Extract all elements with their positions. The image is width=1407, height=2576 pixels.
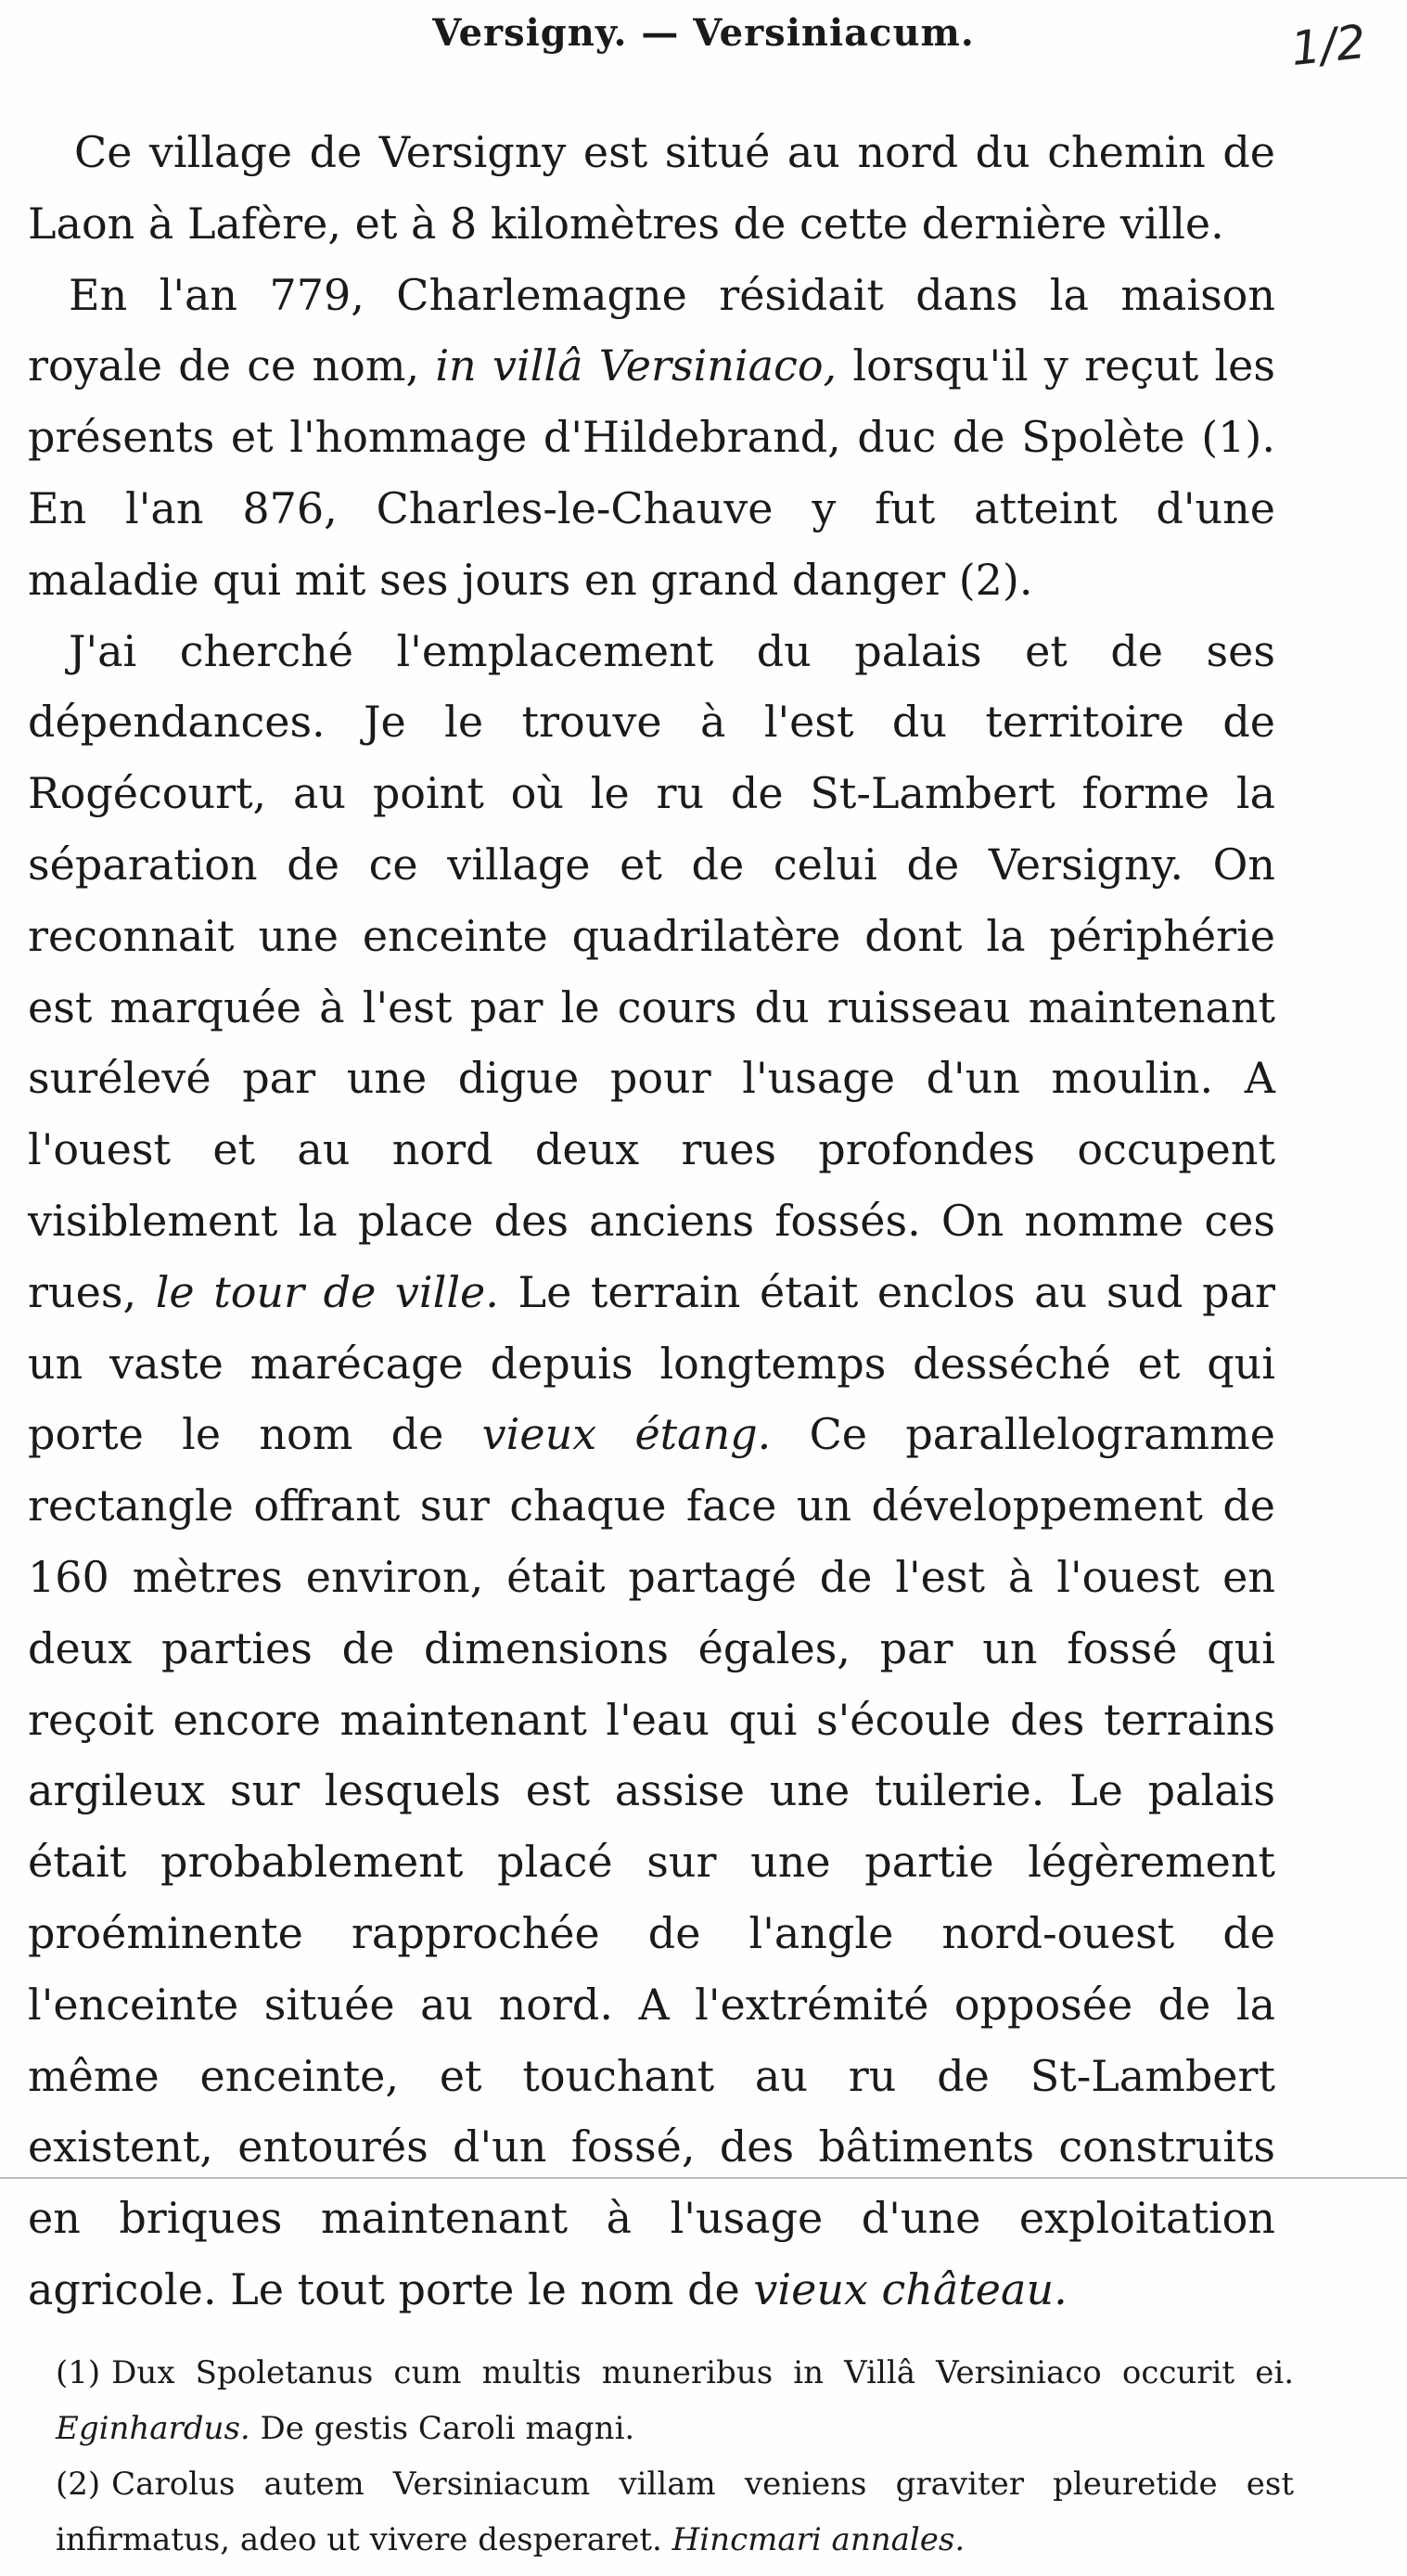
paragraph: [28, 117, 1275, 260]
paragraph: [28, 616, 1275, 2326]
footnote: [56, 2456, 1294, 2568]
text-segment: Ce village de Versigny est situé au nord du chemin de Laon à Lafère, et à 8 kilomètres de cette dernière ville.: [28, 127, 1275, 249]
footnote-divider: [0, 2177, 1407, 2179]
footnote: [56, 2345, 1294, 2456]
handwritten-page-mark: 1/2: [1288, 14, 1369, 77]
footnote-text: Carolus autem Versiniacum villam veniens graviter pleuretide est infirmatus, adeo ut vivere desperaret.: [56, 2466, 1294, 2558]
footnotes: [56, 2345, 1294, 2568]
footnote-marker: (2): [56, 2466, 101, 2503]
text-segment: En l'an 779, Charlemagne résidait dans la maison royale de ce nom,: [28, 269, 1275, 391]
text-segment: lorsqu'il y reçut les présents et l'hommage d'Hildebrand, duc de Spolète (1). En l'an 876, Charles-le-Chauve y fut atteint d'une maladie qui mit ses jours en grand danger (2).: [28, 340, 1276, 605]
text-segment: Le terrain était enclos au sud par un vaste marécage depuis longtemps desséché et qui porte le nom de: [28, 1266, 1275, 1460]
text-segment: Ce parallelogramme rectangle offrant sur chaque face un développement de 160 mètres environ, était partagé de l'est à l'ouest en deux parties de dimensions égales, par un fossé qui reçoit encore maintenant l'eau qui s'écoule des terrains argileux sur lesquels est assise une tuilerie. Le palais était probablement placé sur une partie légèrement proéminente rapprochée de l'angle nord-ouest de l'enceinte située au nord. A l'extrémité opposée de la même enceinte, et touchant au ru de St-Lambert existent, entourés d'un fossé, des bâtiments construits en briques maintenant à l'usage d'une exploitation agricole. Le tout porte le nom de: [28, 1409, 1275, 2314]
footnote-marker: (1): [56, 2354, 101, 2391]
footnote-text: Dux Spoletanus cum multis muneribus in Villâ Versiniaco occurit ei.: [111, 2354, 1294, 2391]
italic-place-name: vieux château.: [753, 2263, 1068, 2314]
page-title: Versigny. — Versiniacum.: [432, 11, 975, 55]
italic-source: Eginhardus.: [56, 2410, 250, 2447]
italic-latin-phrase: in villâ Versiniaco,: [435, 340, 838, 391]
italic-place-name: le tour de ville.: [155, 1266, 499, 1317]
italic-source: Hincmari annales.: [672, 2521, 966, 2558]
paragraph: [28, 260, 1275, 616]
text-segment: J'ai cherché l'emplacement du palais et de ses dépendances. Je le trouve à l'est du territoire de Rogécourt, au point où le ru de St-Lambert forme la séparation de ce village et de celui de Versigny. On reconnait une enceinte quadrilatère dont la périphérie est marquée à l'est par le cours du ruisseau maintenant surélevé par une digue pour l'usage d'un moulin. A l'ouest et au nord deux rues profondes occupent visiblement la place des anciens fossés. On nomme ces rues,: [28, 625, 1275, 1317]
italic-place-name: vieux étang.: [481, 1409, 772, 1460]
footnote-text: De gestis Caroli magni.: [249, 2410, 635, 2447]
body-text: [28, 117, 1275, 2326]
